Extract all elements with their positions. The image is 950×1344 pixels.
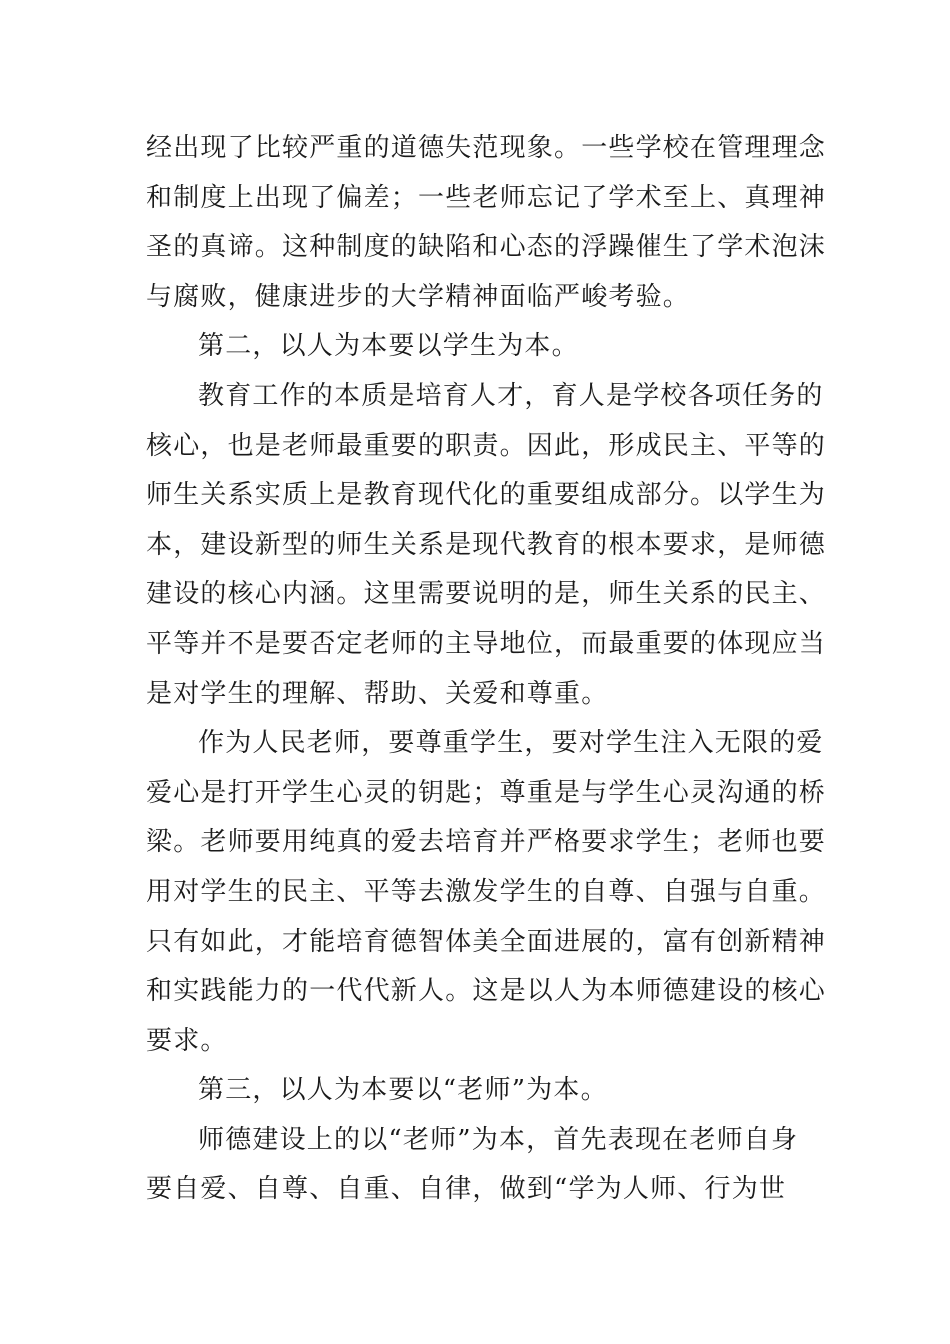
text-line: 建设的核心内涵。这里需要说明的是，师生关系的民主、	[146, 579, 827, 610]
text-line: 平等并不是要否定老师的主导地位，而最重要的体现应当	[146, 628, 827, 659]
text-line: 经出现了比较严重的道德失范现象。一些学校在管理理念	[146, 133, 827, 163]
text-line: 用对学生的民主、平等去激发学生的自尊、自强与自重。	[146, 876, 827, 907]
text-line: 要求。	[146, 1025, 228, 1056]
text-line: 和制度上出现了偏差；一些老师忘记了学术至上、真理神	[146, 182, 827, 213]
text-line: 师生关系实质上是教育现代化的重要组成部分。以学生为	[146, 480, 827, 511]
text-line: 只有如此，才能培育德智体美全面进展的，富有创新精神	[146, 926, 827, 957]
text-line: 是对学生的理解、帮助、关爱和尊重。	[146, 678, 609, 709]
text-line: 教育工作的本质是培育人才，育人是学校各项任务的	[198, 380, 824, 411]
text-line: 与腐败，健康进步的大学精神面临严峻考验。	[146, 281, 691, 312]
body-text	[146, 124, 827, 1215]
section-heading: 第二，以人为本要以学生为本。	[198, 331, 579, 362]
section-heading: 第三，以人为本要以“老师”为本。	[198, 1075, 608, 1106]
text-line: 和实践能力的一代代新人。这是以人为本师德建设的核心	[146, 976, 827, 1007]
text-line: 核心，也是老师最重要的职责。因此，形成民主、平等的	[146, 430, 827, 461]
text-line: 爱心是打开学生心灵的钥匙；尊重是与学生心灵沟通的桥	[146, 777, 827, 808]
text-line: 要自爱、自尊、自重、自律，做到“学为人师、行为世	[146, 1174, 787, 1205]
text-line: 师德建设上的以“老师”为本，首先表现在老师自身	[198, 1124, 799, 1155]
text-line: 本，建设新型的师生关系是现代教育的根本要求，是师德	[146, 529, 827, 560]
text-line: 作为人民老师，要尊重学生，要对学生注入无限的爱	[198, 728, 824, 759]
text-line: 梁。老师要用纯真的爱去培育并严格要求学生；老师也要	[146, 827, 827, 858]
text-line: 圣的真谛。这种制度的缺陷和心态的浮躁催生了学术泡沫	[146, 232, 827, 263]
